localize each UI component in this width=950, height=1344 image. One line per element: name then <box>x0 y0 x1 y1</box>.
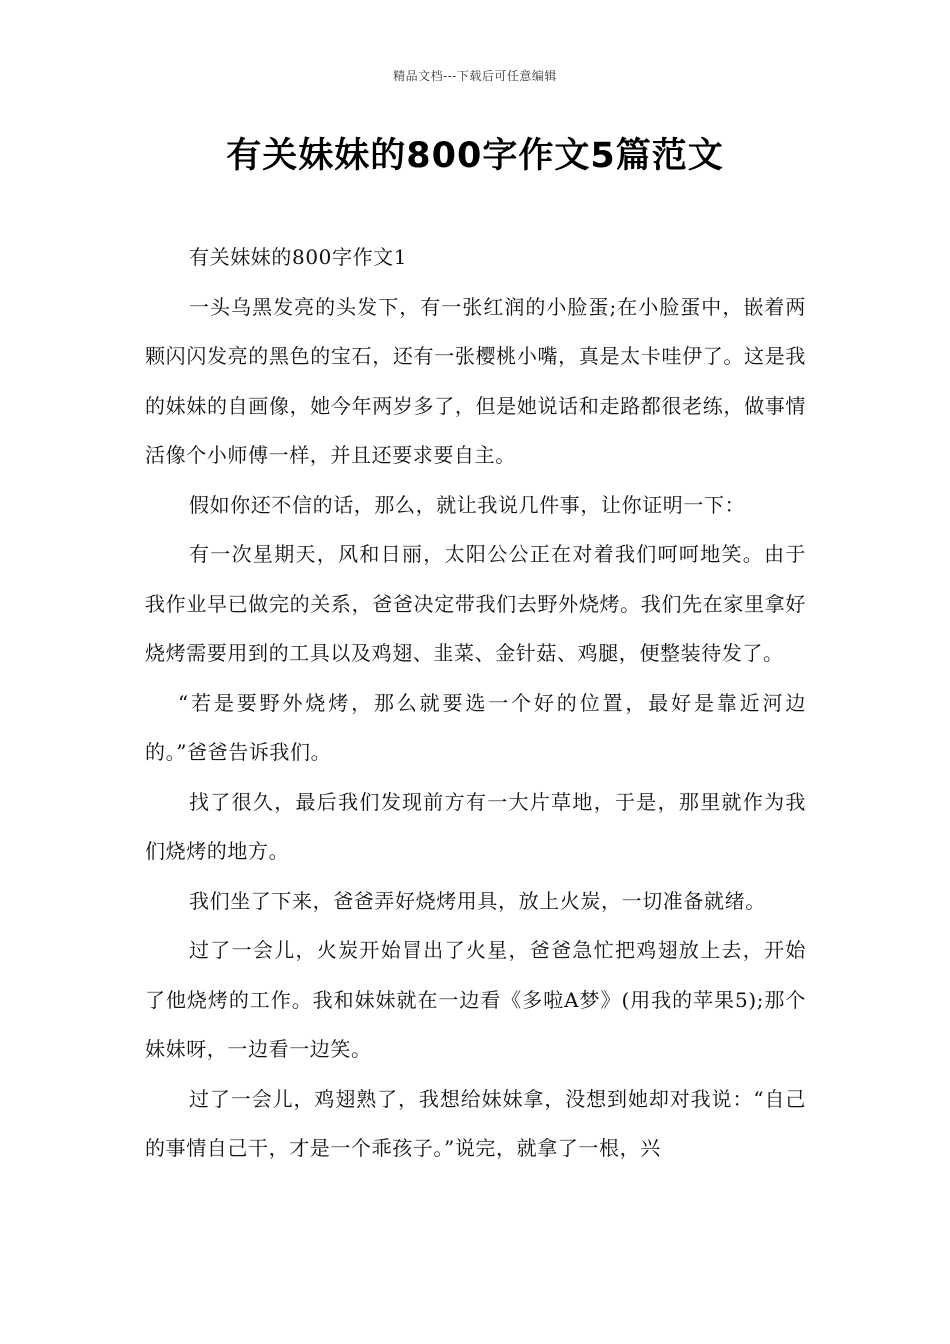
paragraph: 假如你还不信的话，那么，就让我说几件事，让你证明一下： <box>189 492 746 517</box>
header-note: 精品文档---下载后可任意编辑 <box>393 69 557 83</box>
paragraph: 有一次星期天，风和日丽，太阳公公正在对着我们呵呵地笑。由于我作业早已做完的关系，爸爸决定带我们去野外烧烤。我们先在家里拿好烧烤需要用到的工具以及鸡翅、韭菜、金针菇、鸡腿，便整装待发了。 <box>145 542 806 665</box>
paragraph: 我们坐了下来，爸爸弄好烧烤用具，放上火炭，一切准备就绪。 <box>189 888 766 913</box>
paragraph: “若是要野外烧烤，那么就要选一个好的位置，最好是靠近河边的。”爸爸告诉我们。 <box>145 690 806 764</box>
document-body <box>145 233 806 1174</box>
paragraph: 一头乌黑发亮的头发下，有一张红润的小脸蛋;在小脸蛋中，嵌着两颗闪闪发亮的黑色的宝石，还有一张樱桃小嘴，真是太卡哇伊了。这是我的妹妹的自画像，她今年两岁多了，但是她说话和走路都很老练，做事情活像个小师傅一样，并且还要求要自主。 <box>145 294 806 467</box>
section-heading: 有关妹妹的800字作文1 <box>189 245 408 269</box>
paragraph: 过了一会儿，鸡翅熟了，我想给妹妹拿，没想到她却对我说：“自己的事情自己干，才是一个乖孩子。”说完，就拿了一根，兴 <box>145 1086 806 1160</box>
paragraph: 过了一会儿，火炭开始冒出了火星，爸爸急忙把鸡翅放上去，开始了他烧烤的工作。我和妹妹就在一边看《多啦A梦》(用我的苹果5);那个妹妹呀，一边看一边笑。 <box>145 938 806 1061</box>
paragraph: 找了很久，最后我们发现前方有一大片草地，于是，那里就作为我们烧烤的地方。 <box>145 789 806 863</box>
document-title: 有关妹妹的800字作文5篇范文 <box>226 136 724 176</box>
